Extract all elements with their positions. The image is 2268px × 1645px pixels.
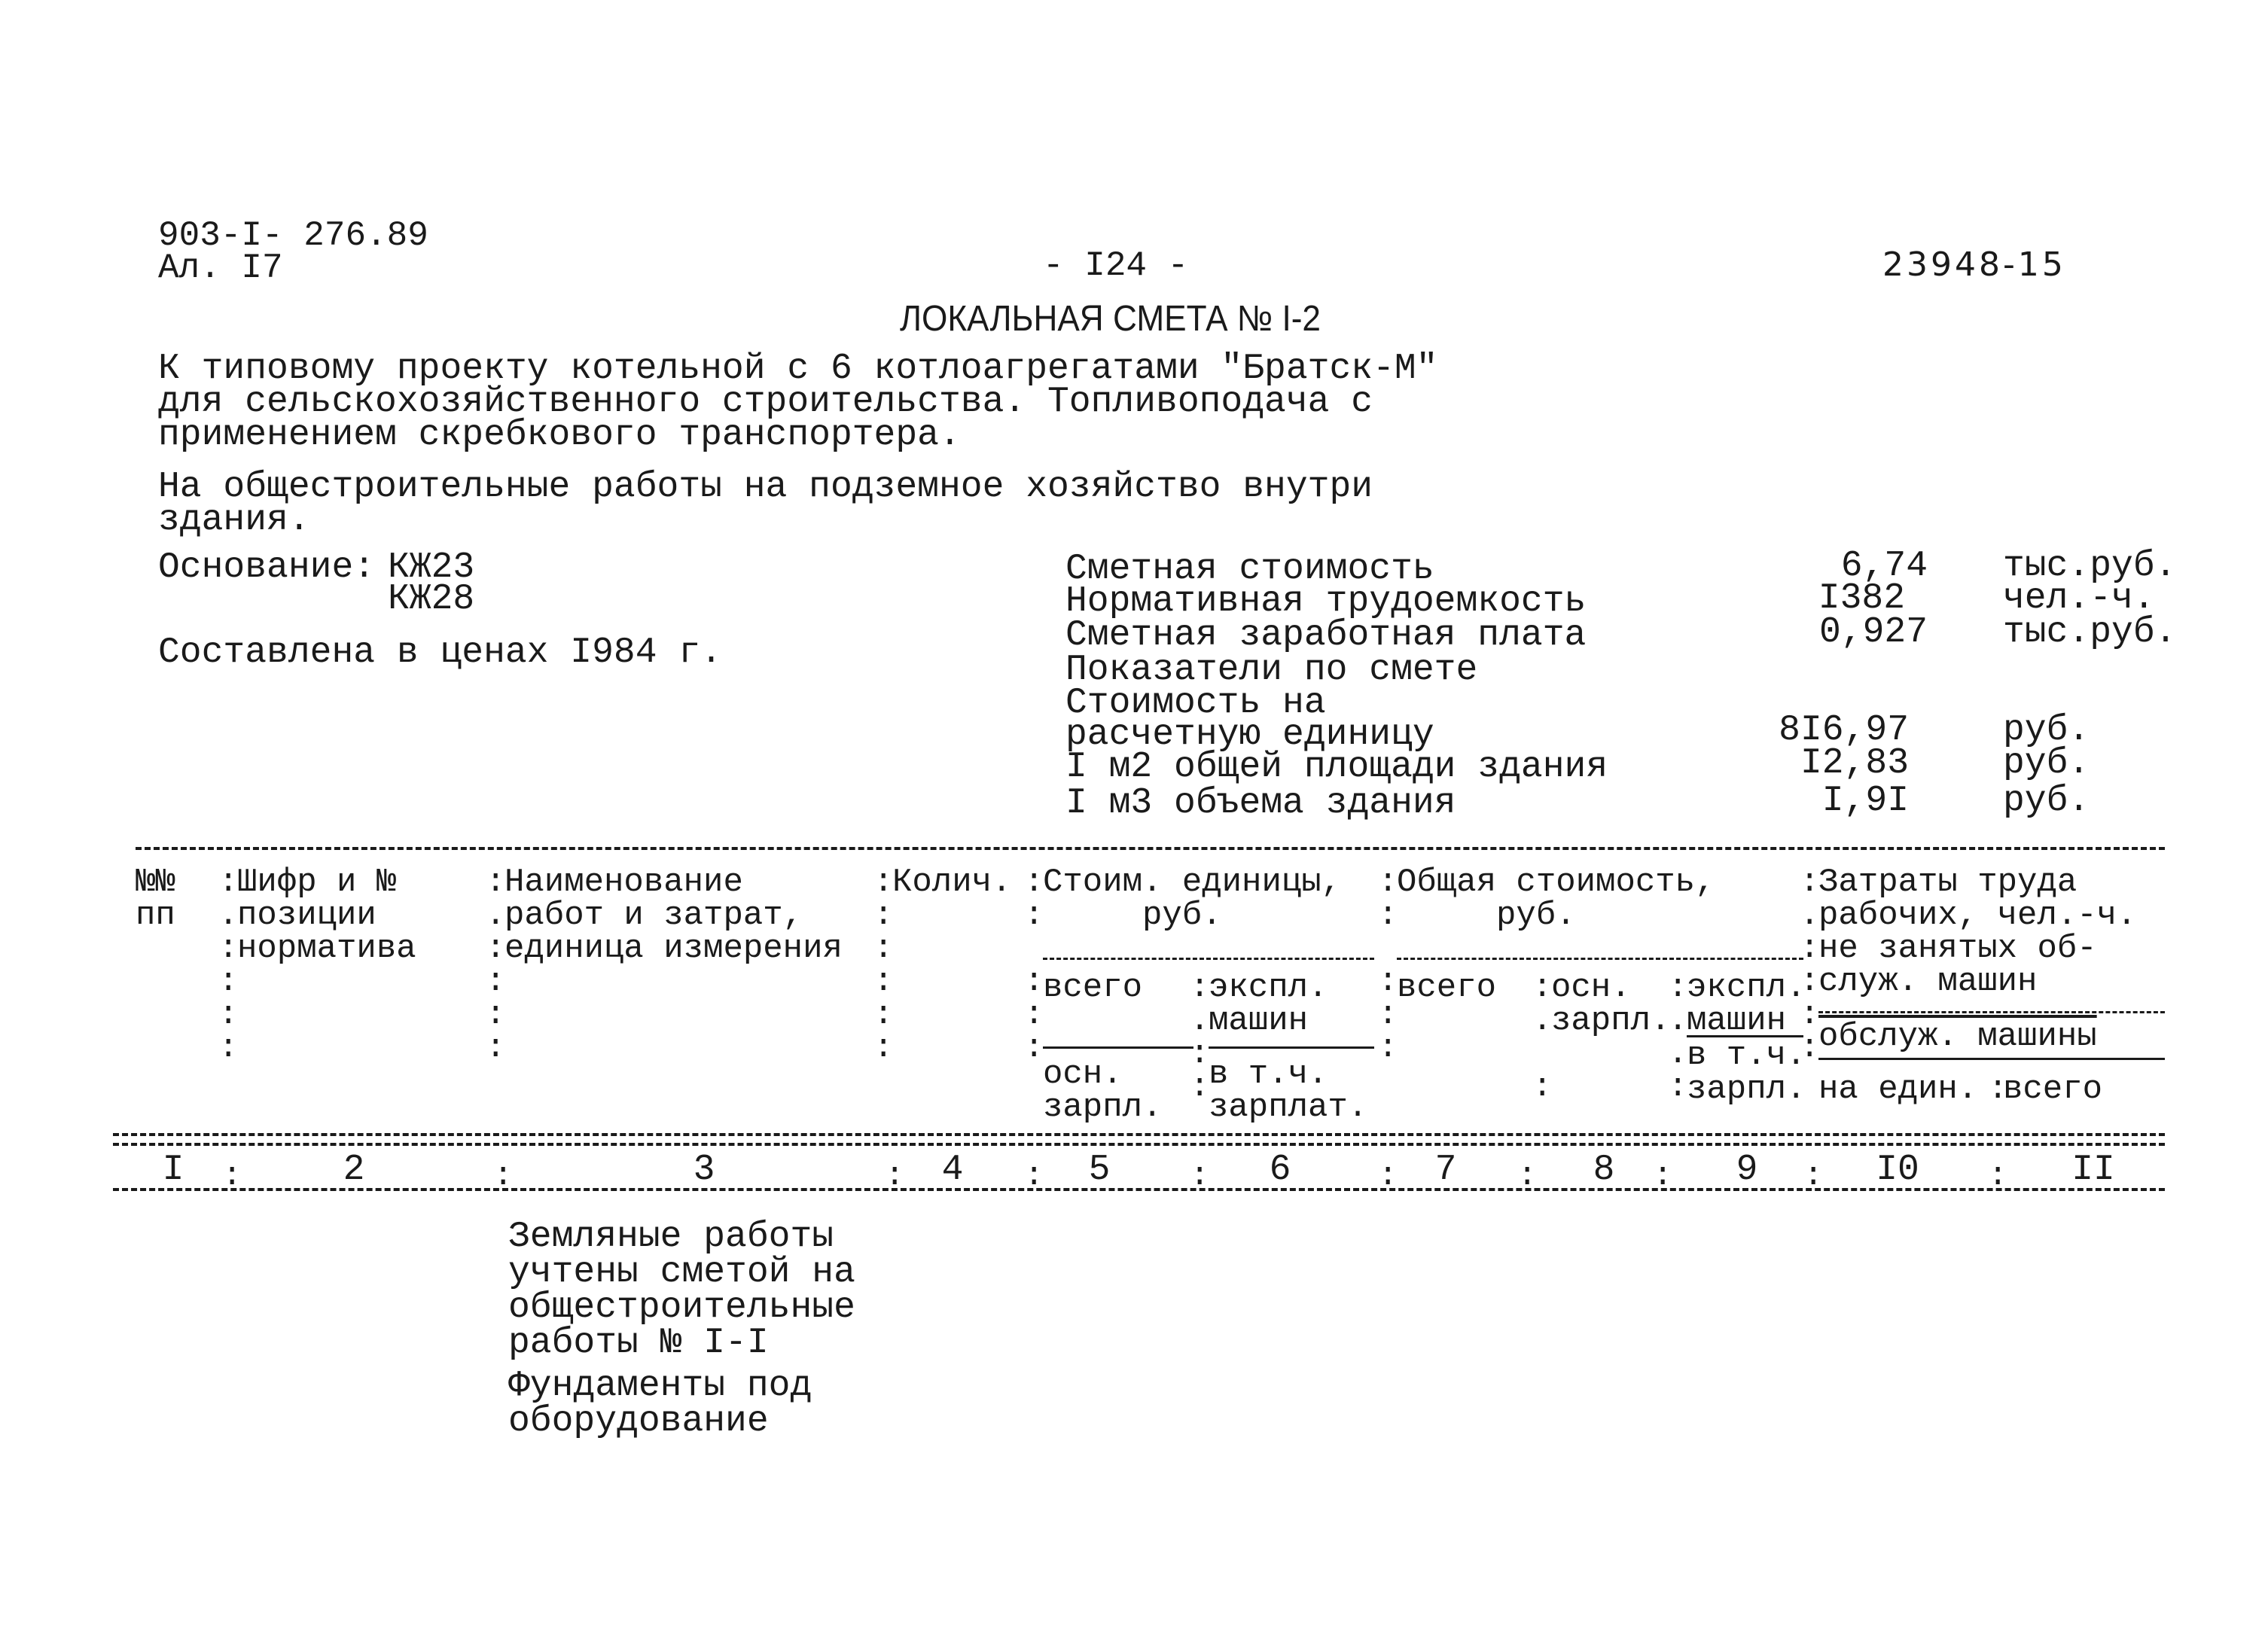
- column-number: 9: [1736, 1150, 1758, 1190]
- header-col-total-salary: осн. зарпл.: [1551, 969, 1671, 1040]
- header-col-quantity: Колич.: [892, 864, 1012, 901]
- page-number: - I24 -: [1043, 246, 1189, 285]
- header-subrule: [1818, 1058, 2165, 1060]
- indicator-unit: руб.: [2003, 710, 2090, 751]
- indicator-label: Стоимость на: [1065, 683, 1326, 723]
- header-total-cost: Общая стоимость, руб.: [1397, 864, 1715, 934]
- col-separator: :: [1190, 1157, 1210, 1195]
- doc-code: 903-I- 276.89: [158, 216, 428, 255]
- col-separator: : . : : : :: [486, 864, 506, 1067]
- col-separator: : . : : : :: [1800, 864, 1820, 1067]
- header-col-total-machine-salary: зарпл.: [1687, 1071, 1806, 1108]
- col-separator: :: [885, 1157, 905, 1195]
- column-number: 3: [693, 1150, 715, 1190]
- column-number: 2: [343, 1150, 365, 1190]
- header-subrule: [1209, 1046, 1374, 1049]
- indicator-label: I м3 объема здания: [1065, 783, 1456, 824]
- section-foundations: Фундаменты под оборудование: [508, 1366, 812, 1442]
- header-subrule: [1043, 958, 1374, 960]
- column-number: I0: [1876, 1150, 1919, 1190]
- basis-drawing-1: КЖ23: [388, 547, 475, 588]
- header-labor: Затраты труда рабочих, чел.-ч. не занятых об- служ. машин: [1818, 864, 2137, 1001]
- column-number: 5: [1088, 1150, 1111, 1190]
- header-col-unit-machine-salary: в т.ч. зарплат.: [1209, 1056, 1368, 1126]
- archive-number: 23948-15: [1882, 245, 2066, 284]
- header-col-unit-total: всего: [1043, 969, 1143, 1007]
- indicator-value: 0,927: [1818, 612, 1928, 653]
- col-separator: :: [1988, 1071, 2008, 1108]
- header-unit-cost: Стоим. единицы, руб.: [1043, 864, 1342, 934]
- indicator-unit: руб.: [2003, 781, 2090, 821]
- indicator-unit: тыс.руб.: [2003, 546, 2177, 586]
- album-number: Ал. I7: [158, 248, 283, 288]
- header-bottom-rule: [113, 1133, 2165, 1136]
- page-title: ЛОКАЛЬНАЯ СМЕТА № I-2: [900, 299, 1321, 339]
- column-number: 8: [1593, 1150, 1615, 1190]
- header-subrule: [1043, 1046, 1193, 1049]
- indicator-unit: руб.: [2003, 743, 2090, 784]
- indicator-value: 6,74: [1840, 546, 1928, 586]
- works-description: На общестроительные работы на подземное хозяйство внутри здания.: [158, 467, 1373, 541]
- col-separator: :: [1517, 1157, 1538, 1195]
- col-separator: : . :: [1532, 969, 1553, 1106]
- indicator-label: Нормативная трудоемкость: [1065, 581, 1587, 622]
- indicator-value: 8I6,97: [1779, 710, 1909, 751]
- indicator-label: Сметная стоимость: [1065, 549, 1434, 589]
- col-separator: : : : : :: [1378, 864, 1398, 1067]
- header-labor-machines: обслуж. машины: [1818, 1018, 2097, 1056]
- header-col-number: №№ пп: [136, 864, 175, 934]
- indicator-label: расчетную единицу: [1065, 714, 1434, 755]
- project-description: К типовому проекту котельной с 6 котлоагрегатами "Братск-М" для сельскохозяйственного строительства. Топливоподача с применением скребкового транспортера.: [158, 349, 1438, 455]
- column-number: 4: [941, 1150, 964, 1190]
- price-level: Составлена в ценах I984 г.: [158, 632, 722, 673]
- indicator-label: Показатели по смете: [1065, 650, 1478, 690]
- indicator-label: I м2 общей площади здания: [1065, 747, 1608, 787]
- header-col-labor-per-unit: на един.: [1818, 1071, 1978, 1108]
- table-top-rule: [136, 847, 2165, 850]
- indicator-label: Сметная заработная плата: [1065, 615, 1587, 656]
- basis-drawing-2: КЖ28: [388, 579, 475, 620]
- col-separator: :: [1988, 1157, 2008, 1195]
- col-separator: : . : :: [1190, 969, 1210, 1106]
- header-col-labor-total: всего: [2003, 1071, 2103, 1108]
- header-col-total-machine-incl: в т.ч.: [1687, 1037, 1806, 1074]
- col-separator: :: [1803, 1157, 1824, 1195]
- header-bottom-rule-2: [113, 1143, 2165, 1146]
- indicator-unit: тыс.руб.: [2003, 612, 2177, 653]
- header-col-code: Шифр и № позиции норматива: [237, 864, 416, 967]
- col-separator: :: [1024, 1157, 1044, 1195]
- indicator-unit: чел.-ч.: [2003, 578, 2155, 619]
- header-subrule: [1818, 1011, 2165, 1013]
- column-number: 7: [1434, 1150, 1457, 1190]
- basis-label: Основание:: [158, 547, 376, 588]
- col-separator: : . . :: [1668, 969, 1688, 1106]
- column-numbers-rule: [113, 1188, 2165, 1191]
- column-number: I: [162, 1150, 184, 1190]
- indicator-value: I382: [1818, 578, 1905, 619]
- header-subrule: [1397, 958, 1803, 960]
- col-separator: : : : : :: [1024, 864, 1044, 1067]
- col-separator: :: [1653, 1157, 1673, 1195]
- section-earthworks: Земляные работы учтены сметой на общестроительные работы № I-I: [508, 1217, 855, 1363]
- col-separator: : : : : : :: [873, 864, 894, 1067]
- header-col-total: всего: [1397, 969, 1497, 1007]
- header-col-name: Наименование работ и затрат, единица измерения: [505, 864, 843, 967]
- col-separator: :: [1378, 1157, 1398, 1195]
- header-col-unit-salary: осн. зарпл.: [1043, 1056, 1163, 1126]
- column-number: II: [2071, 1150, 2115, 1190]
- header-col-total-machines: экспл. машин: [1687, 969, 1806, 1040]
- indicator-value: I,9I: [1821, 781, 1909, 821]
- indicator-value: I2,83: [1800, 743, 1909, 784]
- column-number: 6: [1269, 1150, 1291, 1190]
- col-separator: :: [222, 1157, 242, 1195]
- header-col-unit-machines: экспл. машин: [1209, 969, 1328, 1040]
- col-separator: :: [493, 1157, 514, 1195]
- col-separator: : . : : : :: [218, 864, 239, 1067]
